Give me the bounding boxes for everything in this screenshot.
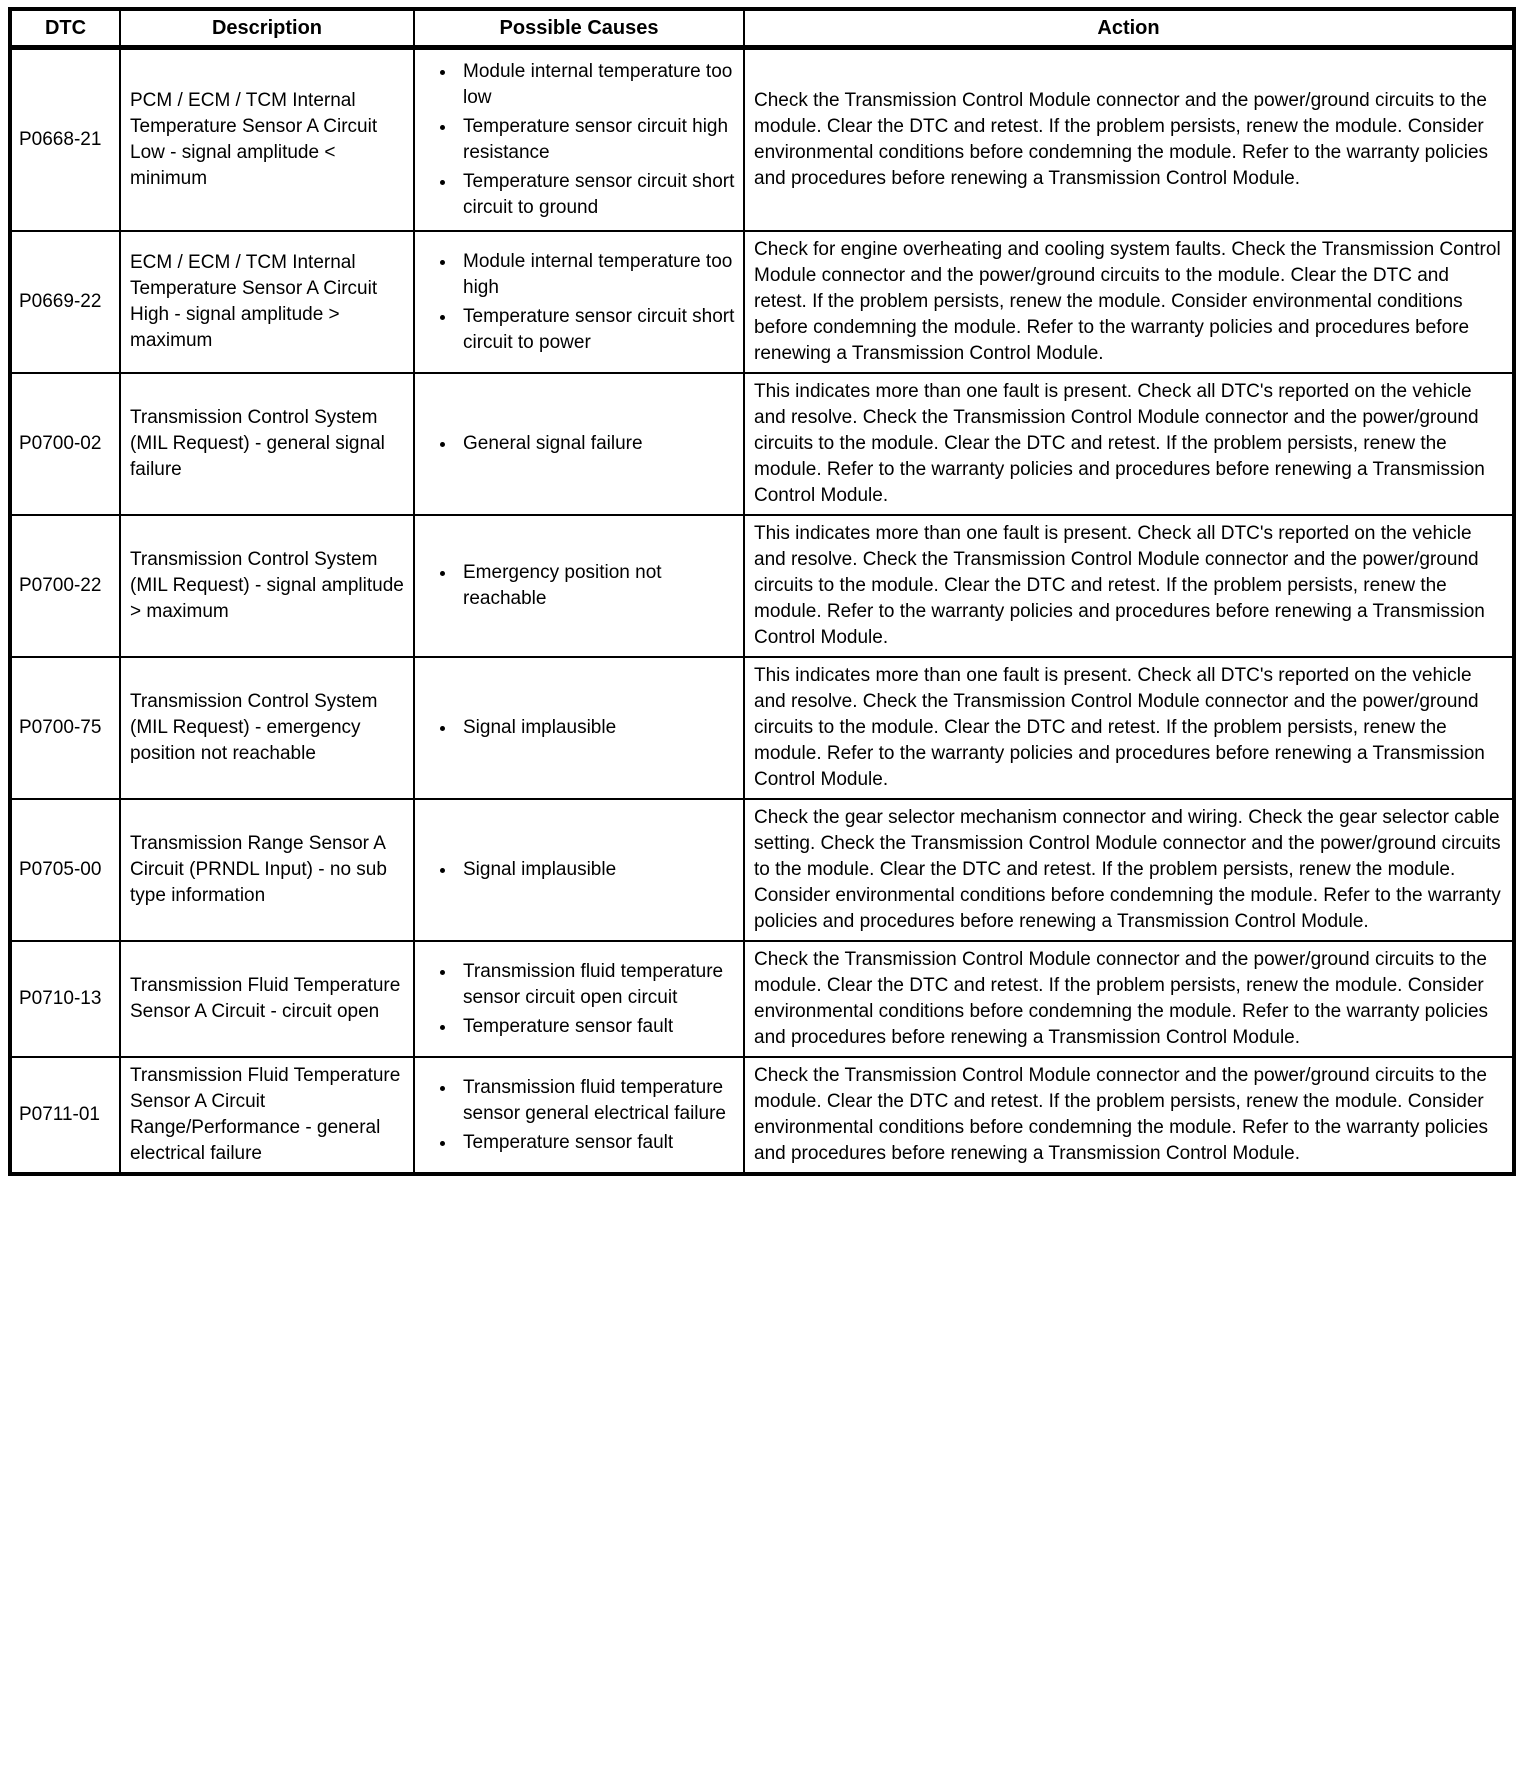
table-row xyxy=(10,48,1514,232)
cause-item: • Temperature sensor fault xyxy=(457,1014,737,1040)
cause-item: • Temperature sensor fault xyxy=(457,1130,737,1156)
causes-cell xyxy=(414,231,744,373)
causes-list xyxy=(419,560,737,612)
cause-item: • Module internal temperature too low xyxy=(457,59,737,111)
table-row xyxy=(10,231,1514,373)
dtc-cell: P0711-01 xyxy=(10,1057,120,1174)
table-row xyxy=(10,373,1514,515)
causes-cell xyxy=(414,657,744,799)
dtc-cell: P0669-22 xyxy=(10,231,120,373)
action-cell: Check the gear selector mechanism connector and wiring. Check the gear selector cable setting. Check the Transmission Control Module connector and the power/ground circuits to the module. Clear the DTC and retest. If the problem persists, renew the module. Consider environmental conditions before condemning the module. Refer to the warranty policies and procedures before renewing a Transmission Control Module. xyxy=(744,799,1514,941)
cause-item: • Emergency position not reachable xyxy=(457,560,737,612)
causes-cell xyxy=(414,941,744,1057)
dtc-cell: P0700-75 xyxy=(10,657,120,799)
causes-list xyxy=(419,249,737,356)
table-row xyxy=(10,657,1514,799)
action-cell: Check for engine overheating and cooling system faults. Check the Transmission Control Module connector and the power/ground circuits to the module. Clear the DTC and retest. If the problem persists, renew the module. Consider environmental conditions before condemning the module. Refer to the warranty policies and procedures before renewing a Transmission Control Module. xyxy=(744,231,1514,373)
causes-cell xyxy=(414,48,744,232)
causes-cell xyxy=(414,515,744,657)
cause-item: • Temperature sensor circuit short circuit to power xyxy=(457,304,737,356)
dtc-cell: P0705-00 xyxy=(10,799,120,941)
description-cell: Transmission Control System (MIL Request) - signal amplitude > maximum xyxy=(120,515,414,657)
causes-list xyxy=(419,1075,737,1156)
causes-cell xyxy=(414,799,744,941)
table-row xyxy=(10,1057,1514,1174)
causes-cell xyxy=(414,1057,744,1174)
action-cell: Check the Transmission Control Module connector and the power/ground circuits to the module. Clear the DTC and retest. If the problem persists, renew the module. Consider environmental conditions before condemning the module. Refer to the warranty policies and procedures before renewing a Transmission Control Module. xyxy=(744,48,1514,232)
causes-list xyxy=(419,959,737,1040)
causes-cell xyxy=(414,373,744,515)
cause-item: • Transmission fluid temperature sensor general electrical failure xyxy=(457,1075,737,1127)
dtc-table xyxy=(8,7,1516,1176)
description-cell: Transmission Range Sensor A Circuit (PRNDL Input) - no sub type information xyxy=(120,799,414,941)
description-cell: PCM / ECM / TCM Internal Temperature Sensor A Circuit Low - signal amplitude < minimum xyxy=(120,48,414,232)
action-cell: This indicates more than one fault is present. Check all DTC's reported on the vehicle and resolve. Check the Transmission Control Module connector and the power/ground circuits to the module. Clear the DTC and retest. If the problem persists, renew the module. Refer to the warranty policies and procedures before renewing a Transmission Control Module. xyxy=(744,515,1514,657)
causes-list xyxy=(419,59,737,221)
causes-list xyxy=(419,431,737,457)
action-cell: Check the Transmission Control Module connector and the power/ground circuits to the module. Clear the DTC and retest. If the problem persists, renew the module. Consider environmental conditions before condemning the module. Refer to the warranty policies and procedures before renewing a Transmission Control Module. xyxy=(744,1057,1514,1174)
header-dtc: DTC xyxy=(10,9,120,48)
action-cell: This indicates more than one fault is present. Check all DTC's reported on the vehicle and resolve. Check the Transmission Control Module connector and the power/ground circuits to the module. Clear the DTC and retest. If the problem persists, renew the module. Refer to the warranty policies and procedures before renewing a Transmission Control Module. xyxy=(744,373,1514,515)
table-row xyxy=(10,515,1514,657)
dtc-cell: P0668-21 xyxy=(10,48,120,232)
causes-list xyxy=(419,715,737,741)
cause-item: • Temperature sensor circuit high resistance xyxy=(457,114,737,166)
cause-item: • Temperature sensor circuit short circuit to ground xyxy=(457,169,737,221)
cause-item: • Transmission fluid temperature sensor circuit open circuit xyxy=(457,959,737,1011)
action-cell: This indicates more than one fault is present. Check all DTC's reported on the vehicle and resolve. Check the Transmission Control Module connector and the power/ground circuits to the module. Clear the DTC and retest. If the problem persists, renew the module. Refer to the warranty policies and procedures before renewing a Transmission Control Module. xyxy=(744,657,1514,799)
dtc-cell: P0700-22 xyxy=(10,515,120,657)
dtc-table-header xyxy=(10,9,1514,48)
header-action: Action xyxy=(744,9,1514,48)
header-description: Description xyxy=(120,9,414,48)
causes-list xyxy=(419,857,737,883)
description-cell: Transmission Fluid Temperature Sensor A Circuit - circuit open xyxy=(120,941,414,1057)
dtc-cell: P0700-02 xyxy=(10,373,120,515)
header-row xyxy=(10,9,1514,48)
dtc-table-body xyxy=(10,48,1514,1175)
table-row xyxy=(10,941,1514,1057)
cause-item: • Module internal temperature too high xyxy=(457,249,737,301)
description-cell: Transmission Control System (MIL Request) - emergency position not reachable xyxy=(120,657,414,799)
cause-item: • General signal failure xyxy=(457,431,737,457)
cause-item: • Signal implausible xyxy=(457,857,737,883)
description-cell: Transmission Control System (MIL Request) - general signal failure xyxy=(120,373,414,515)
cause-item: • Signal implausible xyxy=(457,715,737,741)
dtc-cell: P0710-13 xyxy=(10,941,120,1057)
description-cell: ECM / ECM / TCM Internal Temperature Sensor A Circuit High - signal amplitude > maximum xyxy=(120,231,414,373)
table-row xyxy=(10,799,1514,941)
header-possible-causes: Possible Causes xyxy=(414,9,744,48)
action-cell: Check the Transmission Control Module connector and the power/ground circuits to the module. Clear the DTC and retest. If the problem persists, renew the module. Consider environmental conditions before condemning the module. Refer to the warranty policies and procedures before renewing a Transmission Control Module. xyxy=(744,941,1514,1057)
description-cell: Transmission Fluid Temperature Sensor A Circuit Range/Performance - general electrical failure xyxy=(120,1057,414,1174)
